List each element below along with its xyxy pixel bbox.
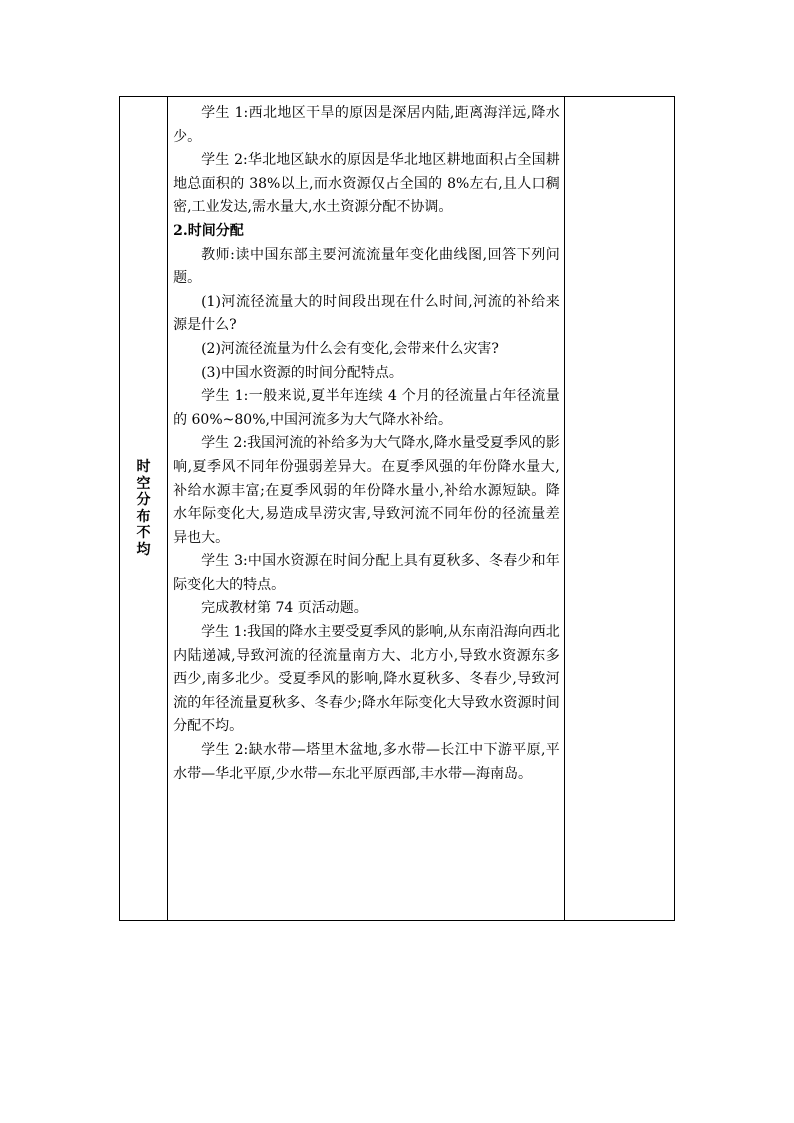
paragraph: 学生 1:西北地区干旱的原因是深居内陆,距离海洋远,降水少。: [173, 105, 560, 145]
lesson-table: [119, 96, 675, 921]
section-heading: 2.时间分配: [173, 222, 244, 239]
notes-cell: [564, 97, 674, 921]
paragraph: (3)中国水资源的时间分配特点。: [201, 364, 403, 381]
paragraph: (2)河流径流量为什么会有变化,会带来什么灾害?: [201, 340, 499, 357]
paragraph: 学生 2:华北地区缺水的原因是华北地区耕地面积占全国耕地总面积的 38%以上,而水资源仅占全国的 8%左右,且人口稠密,工业发达,需水量大,水土资源分配不协调。: [173, 152, 560, 216]
paragraph: 学生 3:中国水资源在时间分配上具有夏秋多、冬春少和年际变化大的特点。: [173, 553, 560, 593]
paragraph: 学生 2:我国河流的补给多为大气降水,降水量受夏季风的影响,夏季风不同年份强弱差异大。在夏季风强的年份降水量大,补给水源丰富;在夏季风弱的年份降水量小,补给水源短缺。降水年际变化大,易造成旱涝灾害,导致河流不同年份的径流量差异也大。: [173, 435, 560, 546]
paragraph: (1)河流径流量大的时间段出现在什么时间,河流的补给来源是什么?: [173, 293, 560, 334]
section-label-cell: [120, 97, 168, 921]
paragraph: 学生 2:缺水带—塔里木盆地,多水带—长江中下游平原,平水带—华北平原,少水带—东北平原西部,丰水带—海南岛。: [173, 742, 560, 782]
section-label: 时空分布不均: [136, 459, 151, 558]
content-cell: [168, 97, 565, 921]
paragraph: 教师:读中国东部主要河流流量年变化曲线图,回答下列问题。: [173, 246, 560, 287]
paragraph: 学生 1:我国的降水主要受夏季风的影响,从东南沿海向西北内陆递减,导致河流的径流量南方大、北方小,导致水资源东多西少,南多北少。受夏季风的影响,降水夏秋多、冬春少,导致河流的年径流量夏秋多、冬春少;降水年际变化大导致水资源时间分配不均。: [173, 624, 560, 735]
table-row: [120, 97, 675, 921]
paragraph: 学生 1:一般来说,夏半年连续 4 个月的径流量占年径流量的 60%~80%,中国河流多为大气降水补给。: [173, 388, 560, 428]
paragraph: 完成教材第 74 页活动题。: [201, 600, 368, 617]
